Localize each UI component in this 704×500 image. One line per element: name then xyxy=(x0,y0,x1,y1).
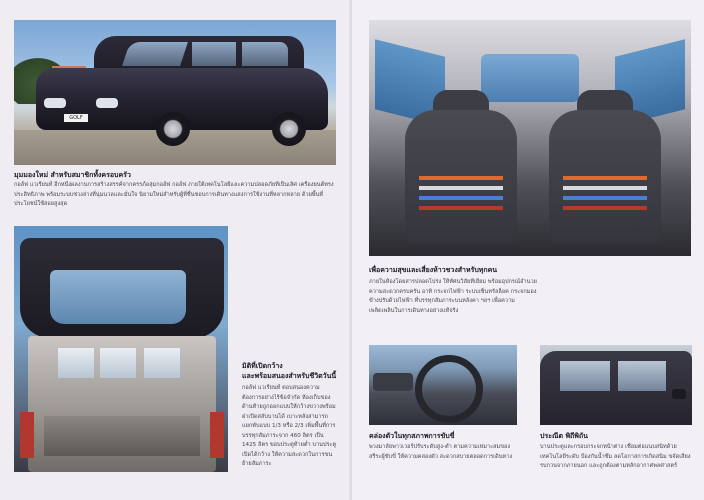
exterior-body-text: กอล์ฟ แวเรียนท์ อีกหนึ่งผลงานการสร้างสรรค์จากครรภ์อลุ่มกอล์ฟ กอล์ฟ ภายใต้เทคโนโลยีและความปลอดภัยที่เป็นเลิศ เครื่องยนต์ทรงประสิทธิภาพ พร้อมระบบช่วงล่างที่นุ่มนวลและมั่นใจ นิยามใหม่สำหรับผู้ที่ชื่นชอบการเดินทางแสงการใช้งานที่หลากหลาย ด้วยพื้นที่ประโยชน์ใช้สอยสูงสุด xyxy=(14,182,334,207)
car-window xyxy=(242,42,288,66)
car-window xyxy=(192,42,236,66)
interior-seats-photo xyxy=(369,20,691,256)
dashboard-photo xyxy=(369,345,517,425)
car-window xyxy=(122,42,188,66)
front-seat-right xyxy=(549,110,661,244)
seat-stripe xyxy=(563,196,647,200)
door-window xyxy=(560,361,610,391)
tailgate-glass xyxy=(50,270,186,324)
seat-stripe xyxy=(419,186,503,190)
license-plate: GOLF xyxy=(64,114,88,122)
steering-wheel xyxy=(415,355,483,423)
exterior-heading: มุมมองใหม่ สำหรับสมาชิกทั้งครอบครัว xyxy=(14,171,131,179)
front-seat-left xyxy=(405,110,517,244)
interior-body-text: ภายในห้องโดยสารปลอดโปร่ง ให้ทัศนวิสัยที่เยี่ยม พร้อมอุปกรณ์อำนวยความสะดวกครบครัน อาทิ กระจกไฟฟ้า ระบบเซ็นทรัลล็อค กระจกมองข้างปรับด้วยไฟฟ้า ที่บรรทุกสัมภาระบนหลังคา ฯลฯ เพื่อความเพลิดเพลินในการเดินทางอย่างแท้จริง xyxy=(369,279,537,314)
cargo-heading-line2: และพร้อมสนองสำหรับชีวิตวันนี้ xyxy=(242,372,337,380)
cargo-body-text: กอล์ฟ แวเรียนท์ ตอบสนองความต้องการอย่างไร้ข้อจำกัด ห้องเก็บของด้านท้ายถูกออกแบบให้กว้างขวางพร้อมฝาเปิดสลับบานได้ เบาะหลังสามารถแยกพับแบบ 1/3 หรือ 2/3 เพิ่มพื้นที่การบรรทุกสัมภาระจาก 460 ลิตร เป็น 1425 ลิตร ขอบประตูท้ายต่ำ บานประตูเปิดได้กว้าง ให้ความสะดวกในการขนย้ายสัมภาระ xyxy=(242,385,337,467)
seat-stripe xyxy=(419,176,503,180)
headlight xyxy=(44,98,66,108)
seat-stripe xyxy=(563,176,647,180)
door-heading: ประณีต พิถีพิถัน xyxy=(540,432,588,440)
open-tailgate-photo xyxy=(14,226,228,472)
door-detail-photo xyxy=(540,345,692,425)
rear-window xyxy=(100,348,136,378)
instrument-cluster xyxy=(373,373,413,391)
dashboard-body-text: พวงมาลัยพาวเวอร์ปรับระดับสูง-ต่ำ ตามความเหมาะสมของสรีระผู้ขับขี่ ให้ความคล่องตัว สะดวกสบายตลอดการเดินทาง xyxy=(369,444,513,460)
rear-wheel xyxy=(272,112,306,146)
brochure-right-page xyxy=(352,0,704,500)
seat-stripe xyxy=(563,206,647,210)
car-exterior-photo xyxy=(14,20,336,165)
seat-stripe xyxy=(419,206,503,210)
headlight xyxy=(96,98,118,108)
front-wheel xyxy=(156,112,190,146)
seat-stripe xyxy=(563,186,647,190)
interior-heading: เพื่อความสุขและเสี่ยงห้าวชวงสำหรับทุกคน xyxy=(369,266,498,274)
door-body-text: บานประตูและกรอบกระจกหน้าต่าง เชื่อมต่อแนบสนิทด้วยเทคโนโลยีระดับ ป้องกันน้ำซึม ลดโอกาสการเกิดสนิม ขจัดเสียงรบกวนจากภายนอก และถูกต้องตามหลักอากาศพลศาสตร์ xyxy=(540,444,691,469)
tail-light xyxy=(210,412,224,458)
seat-stripe xyxy=(419,196,503,200)
door-window xyxy=(618,361,666,391)
cargo-floor xyxy=(44,416,200,456)
side-mirror xyxy=(672,389,686,399)
rear-window xyxy=(481,54,579,102)
tail-light xyxy=(20,412,34,458)
cargo-heading-line1: มิติที่เปิดกว้าง xyxy=(242,362,283,370)
dashboard-heading: คล่องตัวในทุกสภาพการขับขี่ xyxy=(369,432,455,440)
rear-window xyxy=(144,348,180,378)
rear-window xyxy=(58,348,94,378)
